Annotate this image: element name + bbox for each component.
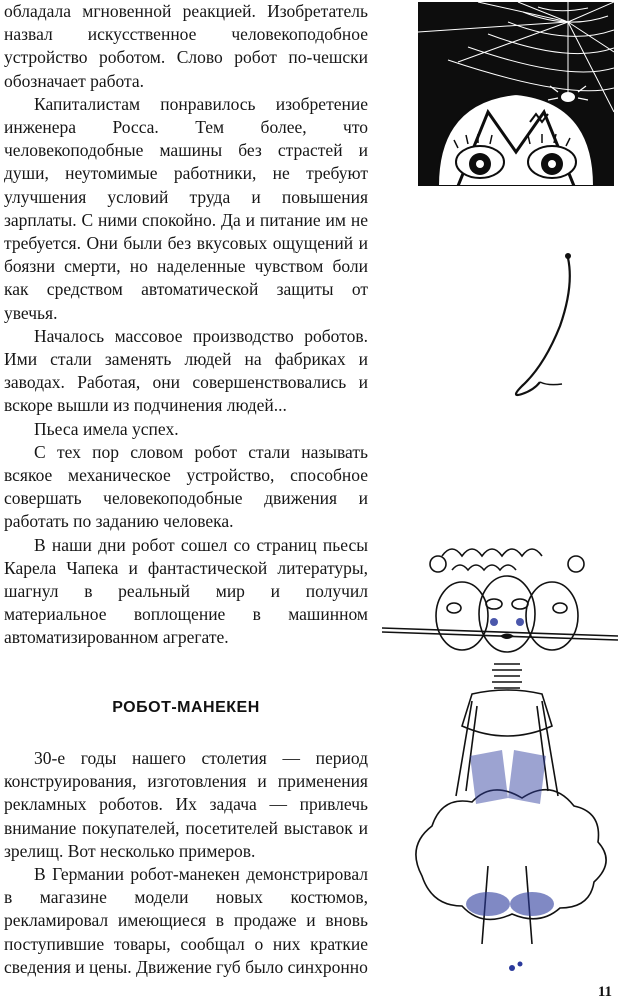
paragraph: Началось массовое производство роботов. Ими стали заменять людей на фабриках и заводах. Работая, они совершенствовались и вскоре вышли из подчинения людей... <box>4 325 368 416</box>
eye-icon <box>528 146 576 178</box>
eye-icon <box>456 146 504 178</box>
paragraph: Капиталистам понравилось изобретение инженера Росса. Тем более, что человекоподобные машины без страстей и души, неутомимые работники, не требуют улучшения условий труда и повышения зарплаты. С ними спокойно. Да и питание им не требуется. Они были без вкусовых ощущений и боязни смерти, но наделенные чувством боли как средством автоматической защиты от увечья. <box>4 93 368 323</box>
paragraph: С тех пор словом робот стали называть всякое механическое устройство, способное совершать человекоподобные движения и работать по заданию человека. <box>4 441 368 532</box>
paragraph: Пьеса имела успех. <box>34 418 179 439</box>
paragraph: В Германии робот-манекен демонстрировал в магазине модели новых костюмов, рекламировал имеющиеся в продаже и вновь поступившие товары, сообщал о них краткие сведения и цены. Движение губ было синхронно <box>4 863 368 977</box>
mannequin-robot-illustration <box>382 536 618 976</box>
spider-web-eyes-illustration <box>418 2 614 186</box>
paragraph: 30-е годы нашего столетия — период конструирования, изготовления и применения рекламных роботов. Их задача — привлечь внимание покупателей, посетителей выставок и зрелищ. Вот несколько примеров. <box>4 747 368 861</box>
hanging-spider-thread-illustration <box>500 246 590 410</box>
section-title: РОБОТ-МАНЕКЕН <box>112 698 260 716</box>
paragraph: В наши дни робот сошел со страниц пьесы Карела Чапека и фантастической литературы, шагнул в реальный мир и получил материальное воплощение в машинном автоматизированном агрегате. <box>4 534 368 648</box>
page-number: 11 <box>597 984 612 1000</box>
text-column <box>4 0 368 979</box>
paragraph: обладала мгновенной реакцией. Изобретатель назвал искусственное человекоподобное устройство роботом. Слово робот по-чешски обозначает работа. <box>4 1 368 91</box>
flower-icon <box>509 962 523 972</box>
